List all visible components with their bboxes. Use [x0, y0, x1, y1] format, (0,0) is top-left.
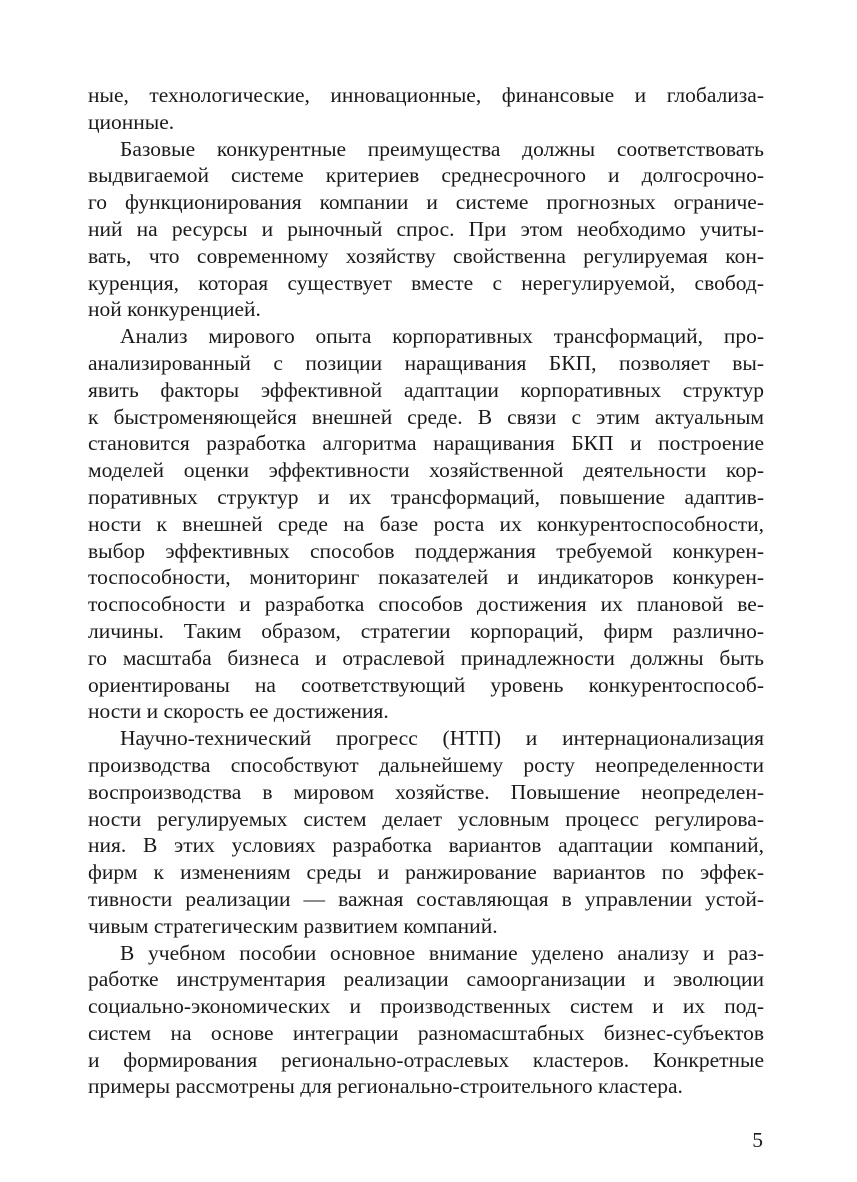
- paragraph: [88, 136, 764, 324]
- text-line: вать, что современному хозяйству свойственна регулируемая кон-: [88, 243, 764, 268]
- text-line: Анализ мирового опыта корпоративных трансформаций, про-: [120, 324, 764, 349]
- paragraph: [88, 725, 764, 939]
- text-line: к быстроменяющейся внешней среде. В связи с этим актуальным: [88, 404, 764, 429]
- text-line: выбор эффективных способов поддержания требуемой конкурен-: [88, 538, 764, 563]
- text-line: анализированный с позиции наращивания БКП, позволяет вы-: [88, 350, 764, 375]
- text-line: ний на ресурсы и рыночный спрос. При этом необходимо учиты-: [88, 216, 764, 241]
- text-line: Базовые конкурентные преимущества должны соответствовать: [120, 136, 764, 161]
- text-line: го функционирования компании и системе прогнозных ограниче-: [88, 190, 764, 215]
- text-line: и формирования регионально-отраслевых кластеров. Конкретные: [88, 1047, 764, 1072]
- text-line: го масштаба бизнеса и отраслевой принадлежности должны быть: [88, 645, 764, 670]
- page-body: [88, 82, 764, 1100]
- text-line: социально-экономических и производственных систем и их под-: [88, 994, 764, 1019]
- text-line: ной конкуренцией.: [88, 297, 261, 322]
- text-line: Научно-технический прогресс (НТП) и интернационализация: [120, 726, 764, 751]
- text-line: ные, технологические, инновационные, финансовые и глобализа-: [88, 83, 764, 107]
- text-line: личины. Таким образом, стратегии корпораций, фирм различно-: [88, 618, 764, 643]
- text-line: ционные.: [88, 109, 175, 134]
- text-line: воспроизводства в мировом хозяйстве. Повышение неопределен-: [88, 779, 764, 804]
- text-line: ориентированы на соответствующий уровень конкурентоспособ-: [88, 672, 764, 697]
- text-line: моделей оценки эффективности хозяйственной деятельности кор-: [88, 458, 764, 483]
- text-line: куренция, которая существует вместе с нерегулируемой, свобод-: [88, 270, 764, 295]
- text-line: В учебном пособии основное внимание уделено анализу и раз-: [120, 940, 764, 965]
- text-line: примеры рассмотрены для регионально-строительного кластера.: [88, 1074, 683, 1099]
- paragraph: [88, 940, 764, 1101]
- text-line: чивым стратегическим развитием компаний.: [88, 913, 498, 938]
- text-line: фирм к изменениям среды и ранжирование вариантов по эффек-: [88, 860, 764, 885]
- text-line: тоспособности и разработка способов достижения их плановой ве-: [88, 592, 764, 617]
- text-line: ности регулируемых систем делает условным процесс регулирова-: [88, 806, 764, 831]
- text-line: ности и скорость ее достижения.: [88, 699, 389, 724]
- text-line: работке инструментария реализации самоорганизации и эволюции: [88, 967, 764, 992]
- text-line: становится разработка алгоритма наращивания БКП и построение: [88, 431, 764, 456]
- paragraph: [88, 323, 764, 725]
- text-line: явить факторы эффективной адаптации корпоративных структур: [88, 377, 764, 402]
- text-line: систем на основе интеграции разномасштабных бизнес-субъектов: [88, 1020, 764, 1045]
- text-line: поративных структур и их трансформаций, повышение адаптив-: [88, 484, 764, 509]
- text-line: тивности реализации — важная составляющая в управлении устой-: [88, 886, 764, 911]
- text-line: выдвигаемой системе критериев среднесрочного и долгосрочно-: [88, 163, 764, 188]
- text-line: производства способствуют дальнейшему росту неопределенности: [88, 752, 764, 777]
- text-line: ния. В этих условиях разработка вариантов адаптации компаний,: [88, 833, 764, 858]
- text-line: ности к внешней среде на базе роста их конкурентоспособности,: [88, 511, 764, 536]
- page-number: 5: [752, 1128, 763, 1152]
- paragraph: [88, 82, 764, 136]
- text-line: тоспособности, мониторинг показателей и индикаторов конкурен-: [88, 565, 764, 590]
